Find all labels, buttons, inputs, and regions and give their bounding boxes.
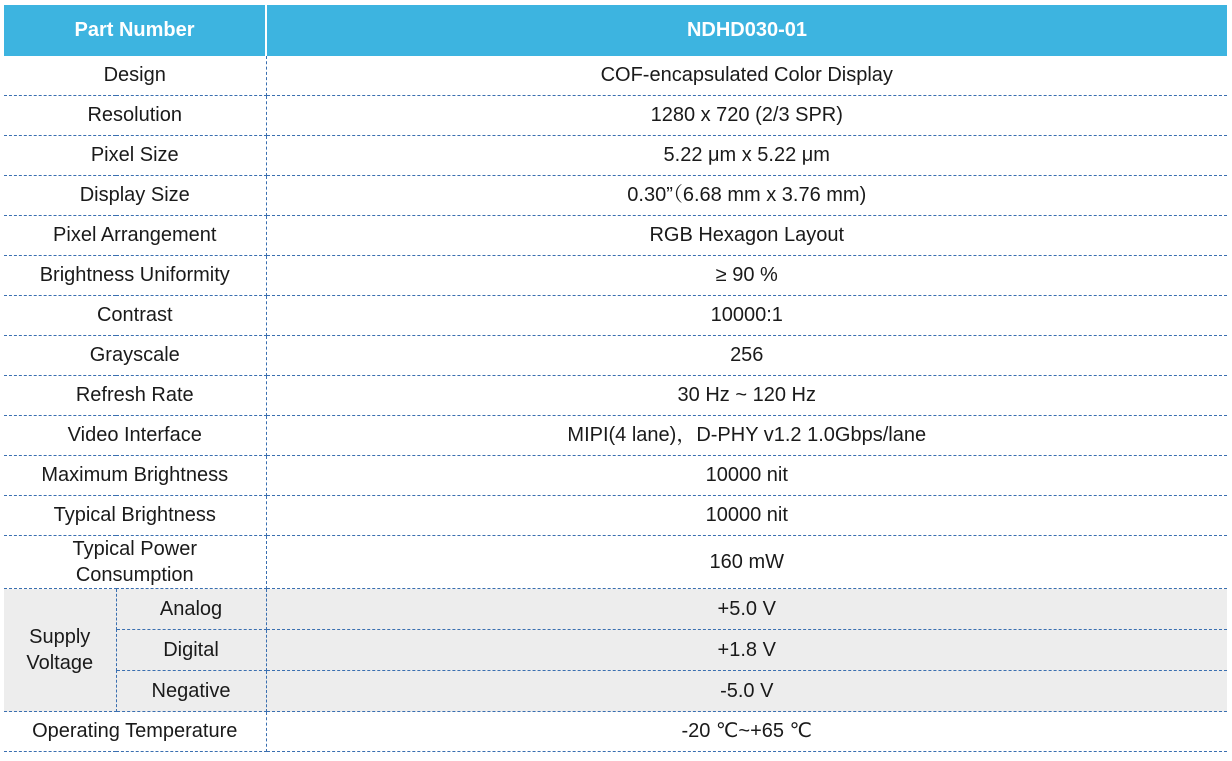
row-value: 0.30”（6.68 mm x 3.76 mm): [266, 176, 1227, 216]
group-label-text: [26, 624, 93, 676]
row-value: COF-encapsulated Color Display: [266, 56, 1227, 96]
row-label: Brightness Uniformity: [4, 256, 266, 296]
part-number-header-value: NDHD030-01: [266, 5, 1227, 56]
table-row: [4, 216, 1227, 256]
row-label-text: [73, 536, 198, 588]
table-row: [4, 416, 1227, 456]
part-number-header-label: Part Number: [4, 5, 266, 56]
row-label-line: Consumption: [75, 564, 194, 586]
sub-row-value: +1.8 V: [266, 630, 1227, 671]
table-row: [4, 630, 1227, 671]
supply-voltage-group-label: [4, 589, 116, 712]
row-value: MIPI(4 lane)，D-PHY v1.2 1.0Gbps/lane: [266, 416, 1227, 456]
group-label-line: Supply: [29, 626, 91, 648]
row-value: -20 ℃~+65 ℃: [266, 712, 1227, 752]
spec-table: [4, 5, 1227, 752]
row-label: Refresh Rate: [4, 376, 266, 416]
row-value: 30 Hz ~ 120 Hz: [266, 376, 1227, 416]
table-row: [4, 712, 1227, 752]
row-label: Contrast: [4, 296, 266, 336]
table-row: [4, 336, 1227, 376]
group-label-line: Voltage: [26, 652, 94, 674]
table-row: [4, 256, 1227, 296]
sub-row-label: Digital: [116, 630, 266, 671]
row-value: 10000 nit: [266, 456, 1227, 496]
row-label: Pixel Arrangement: [4, 216, 266, 256]
sub-row-value: +5.0 V: [266, 589, 1227, 630]
table-row: [4, 496, 1227, 536]
row-label: [4, 536, 266, 589]
row-value: ≥ 90 %: [266, 256, 1227, 296]
row-value: 256: [266, 336, 1227, 376]
row-label: Video Interface: [4, 416, 266, 456]
table-row: [4, 456, 1227, 496]
row-value: 1280 x 720 (2/3 SPR): [266, 96, 1227, 136]
row-label: Typical Brightness: [4, 496, 266, 536]
row-label-line: Typical Power: [72, 538, 197, 560]
row-value: 10000 nit: [266, 496, 1227, 536]
sub-row-label: Negative: [116, 671, 266, 712]
row-label: Display Size: [4, 176, 266, 216]
table-row: [4, 136, 1227, 176]
row-value: RGB Hexagon Layout: [266, 216, 1227, 256]
table-row: [4, 96, 1227, 136]
row-label: Operating Temperature: [4, 712, 266, 752]
sub-row-label: Analog: [116, 589, 266, 630]
row-label: Grayscale: [4, 336, 266, 376]
row-label: Design: [4, 56, 266, 96]
sub-row-value: -5.0 V: [266, 671, 1227, 712]
row-label: Maximum Brightness: [4, 456, 266, 496]
table-row: [4, 536, 1227, 589]
header-row: [4, 5, 1227, 56]
table-row: [4, 589, 1227, 630]
row-value: 10000:1: [266, 296, 1227, 336]
row-value: 5.22 μm x 5.22 μm: [266, 136, 1227, 176]
table-row: [4, 296, 1227, 336]
row-label: Pixel Size: [4, 136, 266, 176]
table-row: [4, 671, 1227, 712]
row-label: Resolution: [4, 96, 266, 136]
row-value: 160 mW: [266, 536, 1227, 589]
table-row: [4, 376, 1227, 416]
table-row: [4, 176, 1227, 216]
table-row: [4, 56, 1227, 96]
